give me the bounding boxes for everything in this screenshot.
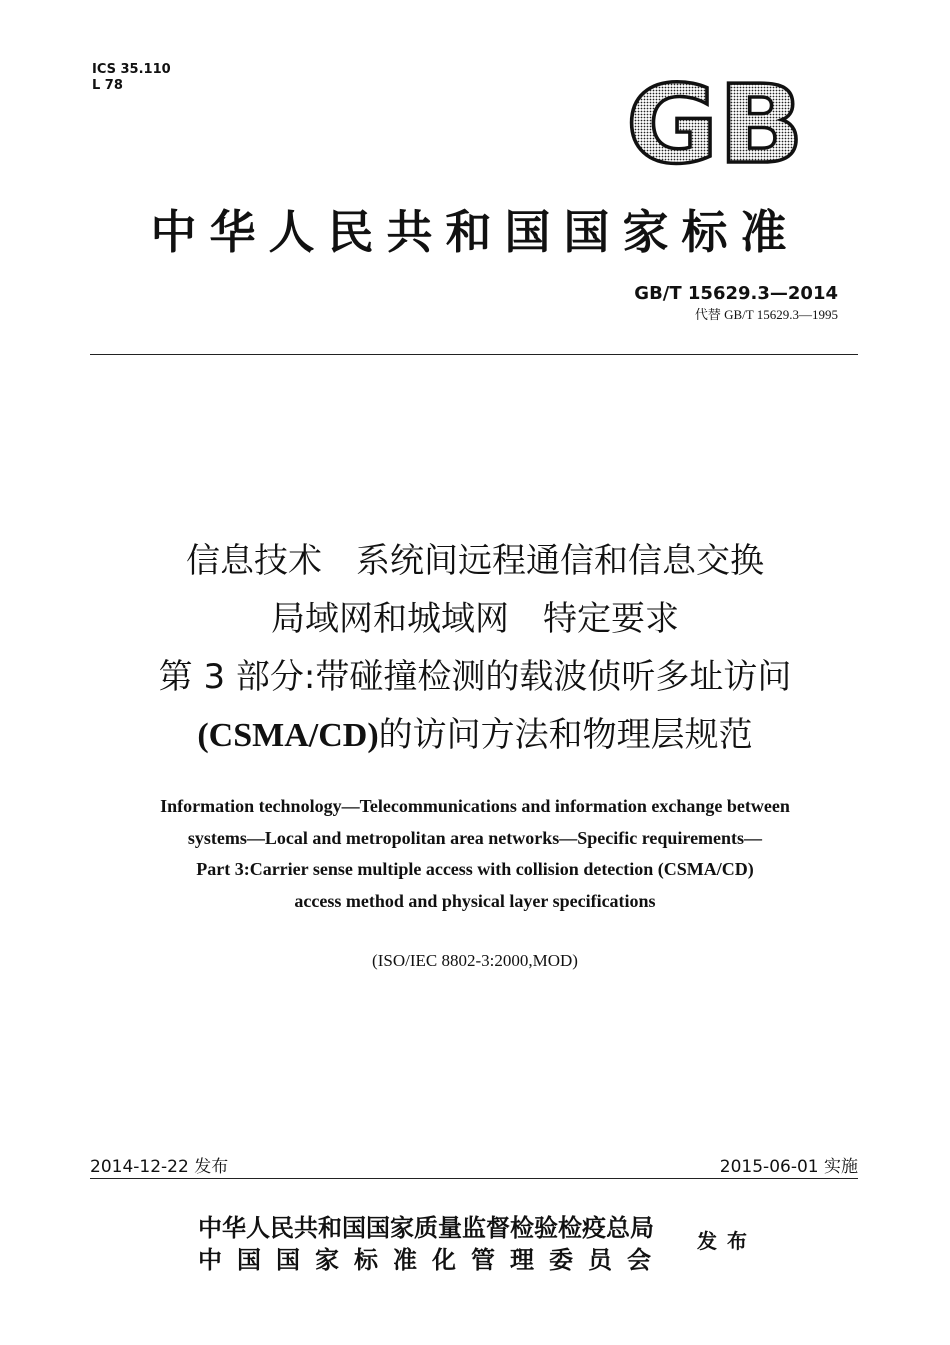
ccs-code: L 78 xyxy=(92,78,123,93)
english-title-line-1: Information technology—Telecommunications and information exchange between xyxy=(160,796,790,816)
ics-code: ICS 35.110 xyxy=(92,62,171,77)
gb-logo-text: GB xyxy=(626,74,804,172)
issuer-sac: 中国国家标准化管理委员会 xyxy=(198,1248,666,1274)
replaces-standard: 代替 GB/T 15629.3—1995 xyxy=(694,307,838,322)
top-divider xyxy=(90,354,858,355)
gb-logo xyxy=(622,74,808,172)
classification-codes xyxy=(92,62,171,94)
implementation-date: 2015-06-01 实施 xyxy=(719,1157,858,1177)
english-title-line-4: access method and physical layer specifications xyxy=(294,890,656,911)
standard-code: GB/T 15629.3—2014 xyxy=(634,283,838,304)
issue-date: 2014-12-22 发布 xyxy=(90,1157,229,1177)
english-title xyxy=(0,791,950,917)
publish-label: 发布 xyxy=(697,1231,757,1253)
chinese-title-line-1: 信息技术 系统间远程通信和信息交换 xyxy=(186,541,764,581)
chinese-title-line-4 xyxy=(0,706,950,765)
org-title: 中华人民共和国国家标准 xyxy=(150,207,800,258)
chinese-title-line-2: 局域网和城域网 特定要求 xyxy=(271,599,679,639)
issuer-aqsiq: 中华人民共和国国家质量监督检验检疫总局 xyxy=(198,1216,654,1242)
english-title-line-3: Part 3:Carrier sense multiple access with collision detection (CSMA/CD) xyxy=(196,859,754,879)
bottom-divider xyxy=(90,1178,858,1179)
chinese-title-line-3: 第 3 部分:带碰撞检测的载波侦听多址访问 xyxy=(158,657,792,697)
chinese-title-line-4-latin: (CSMA/CD) xyxy=(197,717,379,754)
english-title-line-2: systems—Local and metropolitan area networks—Specific requirements— xyxy=(187,827,763,848)
chinese-title xyxy=(0,532,950,765)
adoption-note: (ISO/IEC 8802-3:2000,MOD) xyxy=(372,951,578,970)
chinese-title-line-4-rest: 的访问方法和物理层规范 xyxy=(378,715,753,755)
